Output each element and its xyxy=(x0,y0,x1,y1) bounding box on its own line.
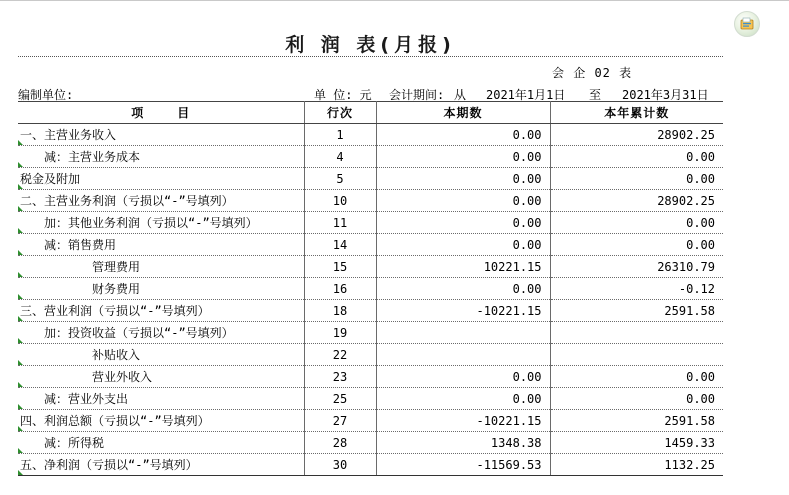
row-line-cell[interactable]: 23 xyxy=(304,366,376,388)
cell-comment-marker xyxy=(18,448,23,453)
row-item-label: 营业外收入 xyxy=(92,370,153,384)
row-current-cell[interactable]: 10221.15 xyxy=(376,256,550,278)
row-current-cell[interactable]: 1348.38 xyxy=(376,432,550,454)
row-item-label: 四、利润总额（亏损以“-”号填列） xyxy=(20,414,210,428)
row-current-cell[interactable]: 0.00 xyxy=(376,146,550,168)
cell-comment-marker xyxy=(18,404,23,409)
row-item-cell[interactable] xyxy=(18,278,304,300)
row-item-cell[interactable] xyxy=(18,454,304,476)
row-ytd-cell[interactable] xyxy=(550,344,723,366)
table-row xyxy=(18,190,723,212)
row-ytd-cell[interactable]: 28902.25 xyxy=(550,190,723,212)
title-divider xyxy=(18,56,723,57)
cell-comment-marker xyxy=(18,228,23,233)
row-line-cell[interactable]: 15 xyxy=(304,256,376,278)
row-item-cell[interactable] xyxy=(18,124,304,146)
preparer-label: 编制单位: xyxy=(18,88,74,102)
cell-comment-marker xyxy=(18,338,23,343)
table-row xyxy=(18,278,723,300)
period-end: 2021年3月31日 xyxy=(622,88,709,102)
row-ytd-cell[interactable]: 26310.79 xyxy=(550,256,723,278)
period-to-label: 至 xyxy=(589,88,602,102)
row-ytd-cell[interactable]: 0.00 xyxy=(550,388,723,410)
row-current-cell[interactable]: 0.00 xyxy=(376,212,550,234)
column-header-current: 本期数 xyxy=(376,102,550,124)
row-item-cell[interactable] xyxy=(18,190,304,212)
row-item-label: 减：所得税 xyxy=(44,436,105,450)
cell-comment-marker xyxy=(18,272,23,277)
row-current-cell[interactable] xyxy=(376,344,550,366)
column-header-item: 项 目 xyxy=(18,102,304,124)
row-item-label: 减：主营业务成本 xyxy=(44,150,141,164)
row-line-cell[interactable]: 10 xyxy=(304,190,376,212)
window-top-border xyxy=(0,0,789,6)
cell-comment-marker xyxy=(18,382,23,387)
row-item-label: 税金及附加 xyxy=(20,172,81,186)
cell-comment-marker xyxy=(18,426,23,431)
row-ytd-cell[interactable]: 2591.58 xyxy=(550,410,723,432)
row-current-cell[interactable]: -10221.15 xyxy=(376,300,550,322)
table-row xyxy=(18,344,723,366)
cell-comment-marker xyxy=(18,294,23,299)
row-current-cell[interactable]: 0.00 xyxy=(376,124,550,146)
row-line-cell[interactable]: 30 xyxy=(304,454,376,476)
table-row xyxy=(18,322,723,344)
row-current-cell[interactable]: 0.00 xyxy=(376,234,550,256)
table-row xyxy=(18,454,723,476)
row-line-cell[interactable]: 14 xyxy=(304,234,376,256)
table-row xyxy=(18,300,723,322)
cell-comment-marker xyxy=(18,162,23,167)
cell-comment-marker xyxy=(18,470,23,475)
row-item-cell[interactable] xyxy=(18,344,304,366)
table-row xyxy=(18,366,723,388)
period-from-label: 从 xyxy=(454,88,467,102)
cell-comment-marker xyxy=(18,360,23,365)
form-code: 会 企 02 表 xyxy=(552,66,633,80)
row-line-cell[interactable]: 5 xyxy=(304,168,376,190)
row-item-cell[interactable] xyxy=(18,168,304,190)
header-row xyxy=(18,102,723,124)
row-current-cell[interactable]: 0.00 xyxy=(376,278,550,300)
row-item-label: 五、净利润（亏损以“-”号填列） xyxy=(20,458,198,472)
row-item-cell[interactable] xyxy=(18,234,304,256)
row-item-cell[interactable] xyxy=(18,366,304,388)
row-item-label: 减：销售费用 xyxy=(44,238,117,252)
table-row xyxy=(18,212,723,234)
row-ytd-cell[interactable]: 2591.58 xyxy=(550,300,723,322)
row-current-cell[interactable]: 0.00 xyxy=(376,388,550,410)
row-ytd-cell[interactable]: 1132.25 xyxy=(550,454,723,476)
row-item-label: 管理费用 xyxy=(92,260,141,274)
row-line-cell[interactable]: 19 xyxy=(304,322,376,344)
row-item-label: 一、主营业务收入 xyxy=(20,128,117,142)
table-row xyxy=(18,256,723,278)
income-statement-table xyxy=(18,101,723,476)
table-row xyxy=(18,410,723,432)
row-line-cell[interactable]: 25 xyxy=(304,388,376,410)
app-icon-glyph xyxy=(739,16,755,32)
row-current-cell[interactable] xyxy=(376,322,550,344)
table-row xyxy=(18,168,723,190)
table-row xyxy=(18,234,723,256)
row-line-cell[interactable]: 11 xyxy=(304,212,376,234)
row-item-cell[interactable] xyxy=(18,410,304,432)
row-ytd-cell[interactable]: 0.00 xyxy=(550,366,723,388)
currency-unit: 单 位: 元 xyxy=(314,88,372,102)
row-ytd-cell[interactable]: 0.00 xyxy=(550,146,723,168)
row-line-cell[interactable]: 18 xyxy=(304,300,376,322)
row-line-cell[interactable]: 16 xyxy=(304,278,376,300)
row-item-cell[interactable] xyxy=(18,212,304,234)
row-line-cell[interactable]: 27 xyxy=(304,410,376,432)
row-line-cell[interactable]: 28 xyxy=(304,432,376,454)
table-row xyxy=(18,432,723,454)
row-current-cell[interactable]: -10221.15 xyxy=(376,410,550,432)
row-current-cell[interactable]: 0.00 xyxy=(376,190,550,212)
row-item-cell[interactable] xyxy=(18,256,304,278)
cell-comment-marker xyxy=(18,316,23,321)
row-item-label: 财务费用 xyxy=(92,282,141,296)
row-current-cell[interactable]: -11569.53 xyxy=(376,454,550,476)
row-item-label: 三、营业利润（亏损以“-”号填列） xyxy=(20,304,210,318)
row-item-label: 加：其他业务利润（亏损以“-”号填列） xyxy=(44,216,258,230)
row-item-cell[interactable] xyxy=(18,322,304,344)
cell-comment-marker xyxy=(18,206,23,211)
row-current-cell[interactable]: 0.00 xyxy=(376,168,550,190)
period-start: 2021年1月1日 xyxy=(486,88,566,102)
row-ytd-cell[interactable]: 0.00 xyxy=(550,168,723,190)
row-item-cell[interactable] xyxy=(18,300,304,322)
row-ytd-cell[interactable]: 0.00 xyxy=(550,234,723,256)
table-row xyxy=(18,146,723,168)
row-item-label: 补贴收入 xyxy=(92,348,141,362)
row-ytd-cell[interactable]: 0.00 xyxy=(550,212,723,234)
row-item-cell[interactable] xyxy=(18,388,304,410)
row-line-cell[interactable]: 4 xyxy=(304,146,376,168)
row-ytd-cell[interactable] xyxy=(550,322,723,344)
column-header-line: 行次 xyxy=(304,102,376,124)
app-icon[interactable] xyxy=(734,11,760,37)
row-line-cell[interactable]: 22 xyxy=(304,344,376,366)
cell-comment-marker xyxy=(18,184,23,189)
cell-comment-marker xyxy=(18,250,23,255)
table-row xyxy=(18,124,723,146)
row-ytd-cell[interactable]: 1459.33 xyxy=(550,432,723,454)
row-line-cell[interactable]: 1 xyxy=(304,124,376,146)
row-item-cell[interactable] xyxy=(18,146,304,168)
column-header-ytd: 本年累计数 xyxy=(550,102,723,124)
row-item-label: 二、主营业务利润（亏损以“-”号填列） xyxy=(20,194,234,208)
row-item-label: 减：营业外支出 xyxy=(44,392,129,406)
report-title: 利 润 表(月报) xyxy=(285,34,456,56)
table-row xyxy=(18,388,723,410)
period-label: 会计期间: xyxy=(389,88,445,102)
row-current-cell[interactable]: 0.00 xyxy=(376,366,550,388)
row-item-cell[interactable] xyxy=(18,432,304,454)
row-item-label: 加：投资收益（亏损以“-”号填列） xyxy=(44,326,234,340)
cell-comment-marker xyxy=(18,140,23,145)
row-ytd-cell[interactable]: -0.12 xyxy=(550,278,723,300)
row-ytd-cell[interactable]: 28902.25 xyxy=(550,124,723,146)
